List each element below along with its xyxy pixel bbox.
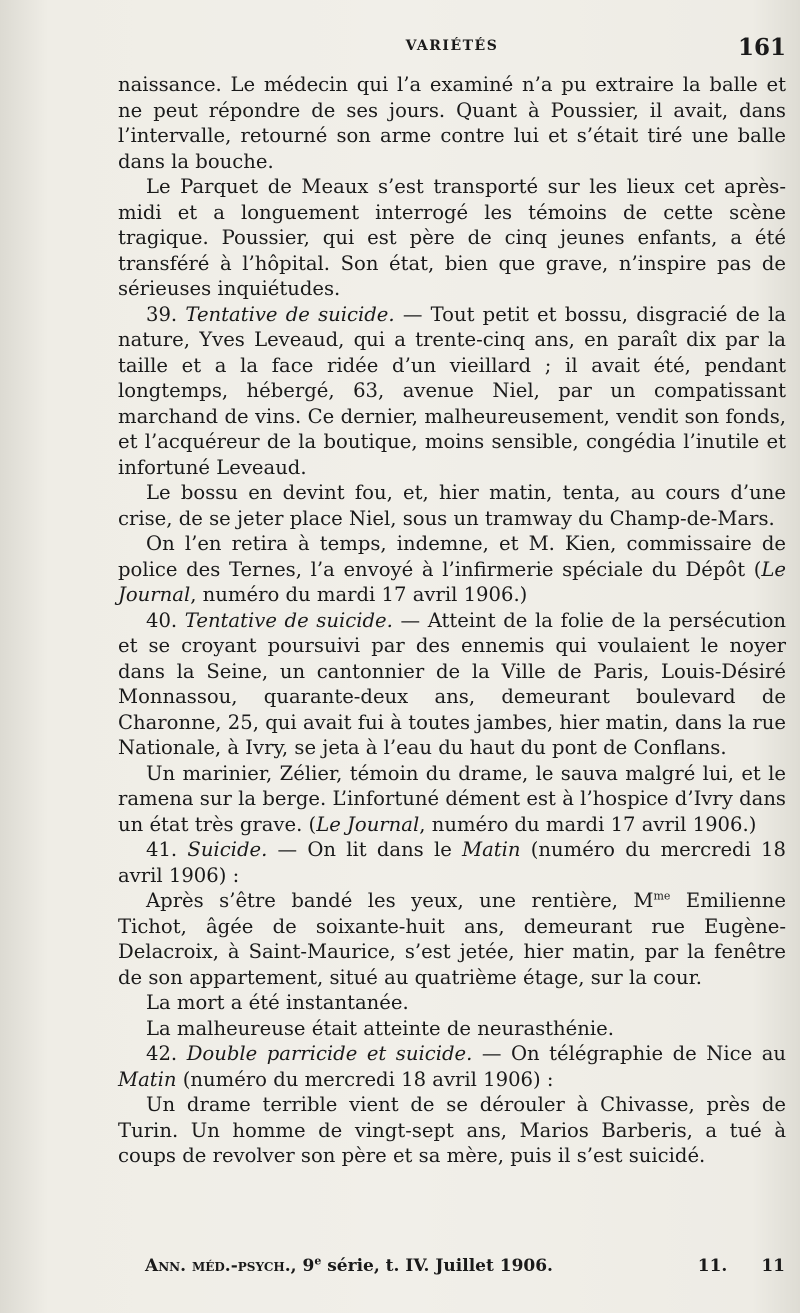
paragraph [118, 1041, 786, 1092]
signature-mark-2: 11 [761, 1256, 785, 1276]
page-header [118, 34, 786, 64]
entry-title: Double parricide et suicide. [186, 1042, 473, 1065]
paragraph [118, 531, 786, 608]
entry-title: Suicide. [187, 838, 268, 861]
entry-number: 40. [146, 608, 178, 632]
paragraph [118, 608, 786, 761]
paragraph [118, 72, 786, 174]
running-title: VARIÉTÉS [405, 38, 499, 54]
paragraph-text: La malheureuse était atteinte de neurasthénie. [146, 1016, 614, 1040]
paragraph-text-after: (numéro du mercredi 18 avril 1906) : [176, 1067, 554, 1091]
page-number: 161 [737, 34, 786, 61]
paragraph-text: On l’en retira à temps, indemne, et M. Kien, commissaire de police des Ternes, l’a envoyé à l’infirmerie spéciale du Dépôt ( [118, 532, 786, 581]
page-footer [145, 1256, 785, 1276]
series-info: série, t. IV. Juillet 1906. [321, 1256, 553, 1276]
paragraph-text: — On télégraphie de Nice au [472, 1042, 786, 1065]
paragraph [118, 1092, 786, 1169]
paragraph-text: Le Parquet de Meaux s’est transporté sur les lieux cet après-midi et a longuement interrogé les témoins de cette scène tragique. Poussier, qui est père de cinq jeunes enfants, a été transféré à l’hôpital. Son état, bien que grave, n’inspire pas de sérieuses inquiétudes. [118, 175, 786, 300]
paragraph [118, 837, 786, 888]
entry-title: Tentative de suicide. [185, 302, 395, 326]
superscript: me [653, 889, 671, 903]
paragraph-text: Le bossu en devint fou, et, hier matin, tenta, au cours d’une crise, de se jeter place Niel, sous un tramway du Champ-de-Mars. [118, 481, 786, 530]
paragraph-text: — Tout petit et bossu, disgracié de la nature, Yves Leveaud, qui a trente-cinq ans, en paraît dix par la taille et a la face ridée d’un vieillard ; il avait été, pendant longtemps, hébergé, 63, avenue Niel, par un compatissant marchand de vins. Ce dernier, malheureusement, vendit son fonds, et l’acquéreur de la boutique, moins sensible, congédia l’inutile et infortuné Leveaud. [118, 302, 787, 479]
source-title: Le Journal [316, 812, 420, 836]
paragraph-text-after: Emilienne Tichot, âgée de soixante-huit ans, demeurant rue Eugène-Delacroix, à Saint-Maurice, s’est jetée, hier matin, par la fenêtre de son appartement, situé au quatrième étage, sur la cour. [118, 889, 787, 989]
entry-number: 39. [146, 302, 178, 326]
source-title: Le Journal [118, 557, 786, 606]
entry-number: 42. [146, 1042, 178, 1065]
paragraph [118, 480, 786, 531]
source-title: Matin [462, 838, 521, 861]
paragraph-text: La mort a été instantanée. [146, 991, 409, 1014]
entry-number: 41. [146, 838, 178, 861]
paragraph [118, 302, 786, 481]
paragraph [118, 174, 786, 302]
series-pre: , 9 [290, 1256, 315, 1276]
entry-title: Tentative de suicide. [184, 608, 393, 632]
paragraph [118, 761, 786, 838]
paragraph-text: — On lit dans le [267, 838, 463, 861]
paragraph-text: Après s’être bandé les yeux, une rentière, M [146, 889, 654, 912]
paragraph-text-after: , numéro du mardi 17 avril 1906.) [419, 812, 757, 836]
paragraph-text: Un drame terrible vient de se dérouler à Chivasse, près de Turin. Un homme de vingt-sept ans, Marios Barberis, a tué à coups de revolver son père et sa mère, puis il s’est suicidé. [118, 1093, 786, 1167]
paragraph [118, 888, 786, 990]
paragraph-text: Un marinier, Zélier, témoin du drame, le sauva malgré lui, et le ramena sur la berge. L’infortuné dément est à l’hospice d’Ivry dans un état très grave. ( [118, 761, 786, 836]
paragraph [118, 1016, 786, 1042]
paragraph-text-after: , numéro du mardi 17 avril 1906.) [190, 583, 528, 606]
journal-abbreviation: Ann. méd.-psych. [145, 1256, 291, 1276]
body-text [118, 72, 786, 1169]
paragraph [118, 990, 786, 1016]
signature-mark-1: 11. [697, 1256, 728, 1276]
source-title: Matin [118, 1067, 177, 1091]
series-sup: e [314, 1254, 322, 1268]
paragraph-text: — Atteint de la folie de la persécution et se croyant poursuivi par des ennemis qui voulaient le noyer dans la Seine, un cantonnier de la Ville de Paris, Louis-Désiré Monnassou, quarante-deux ans, demeurant boulevard de Charonne, 25, qui avait fui à toutes jambes, hier matin, dans la rue Nationale, à Ivry, se jeta à l’eau du haut du pont de Conflans. [118, 608, 787, 759]
signature-marks [664, 1256, 785, 1276]
paragraph-text-after: (numéro du mercredi 18 avril 1906) : [118, 838, 786, 887]
paragraph-text: naissance. Le médecin qui l’a examiné n’a pu extraire la balle et ne peut répondre de ses jours. Quant à Poussier, il avait, dans l’intervalle, retourné son arme contre lui et s’était tiré une balle dans la bouche. [118, 73, 786, 173]
